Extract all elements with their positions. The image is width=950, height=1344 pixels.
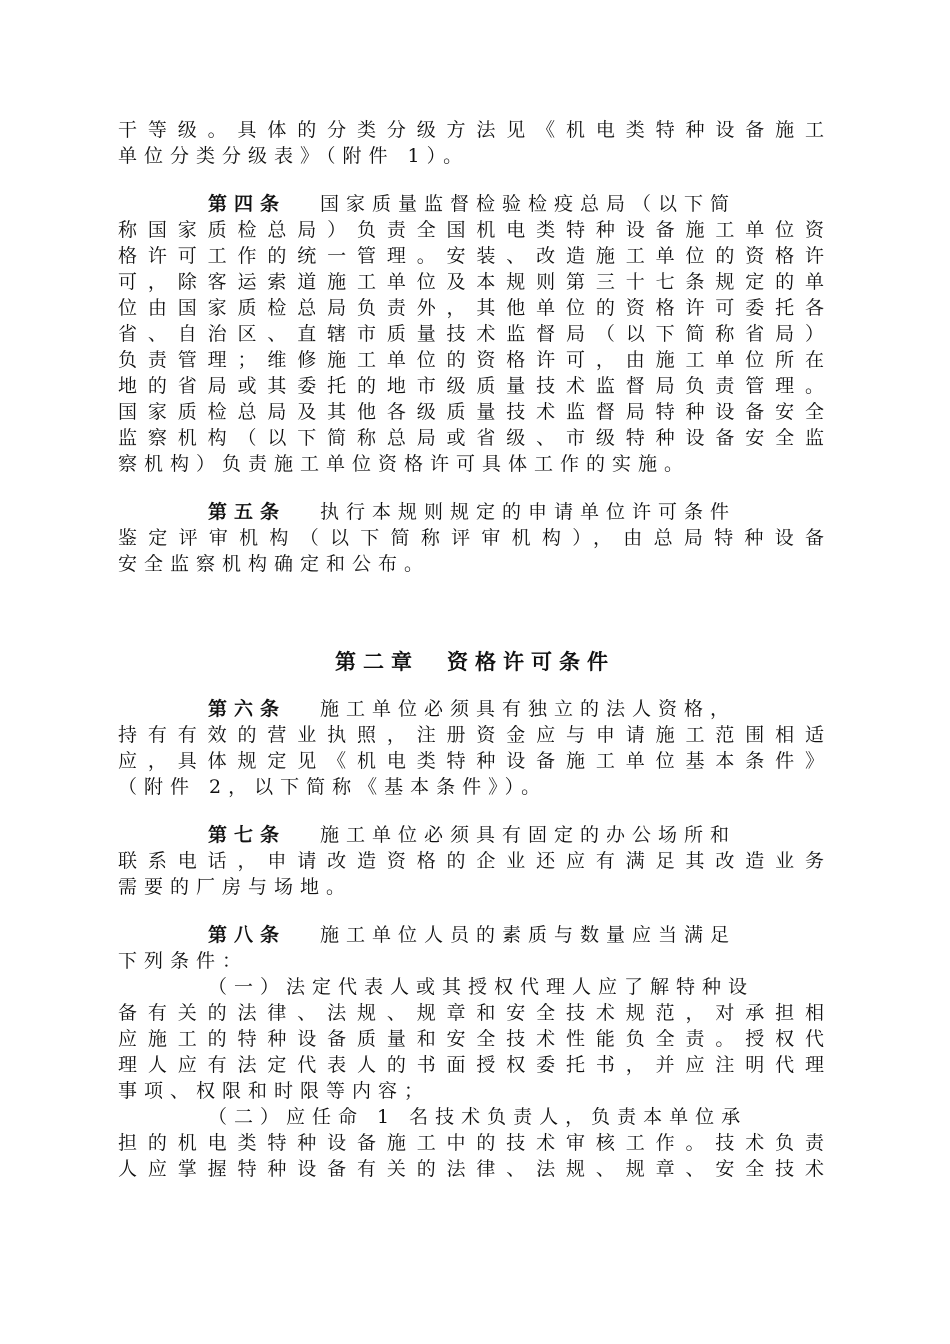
text-line: 监察机构（以下简称总局或省级、市级特种设备安全监 (118, 427, 824, 449)
text-line: 人应掌握特种设备有关的法律、法规、规章、安全技术 (118, 1158, 824, 1180)
text-line: 施工单位人员的素质与数量应当满足 (320, 924, 737, 946)
chapter-heading (0, 648, 950, 676)
text-line: 国家质检总局及其他各级质量技术监督局特种设备安全 (118, 401, 824, 423)
text-line: 备有关的法律、法规、规章和安全技术规范，对承担相 (118, 1002, 824, 1024)
text-line: 负责管理；维修施工单位的资格许可，由施工单位所在 (118, 349, 824, 371)
text-line: 应施工的特种设备质量和安全技术性能负全责。授权代 (118, 1028, 824, 1050)
article-8-first-line (208, 922, 824, 948)
article-4-first-line (208, 191, 824, 217)
list-item-1-first-line: （一）法定代表人或其授权代理人应了解特种设 (208, 976, 755, 998)
article-6-first-line (208, 696, 824, 722)
list-item-2-first-line: （二）应任命 1 名技术负责人，负责本单位承 (208, 1106, 748, 1128)
text-line: 省、自治区、直辖市质量技术监督局（以下简称省局） (118, 323, 824, 345)
text-line: 国家质量监督检验检疫总局（以下简 (320, 193, 737, 215)
article-5-first-line (208, 499, 824, 525)
text-line: 持有有效的营业执照，注册资金应与申请施工范围相适 (118, 724, 824, 746)
text-line: 鉴定评审机构（以下简称评审机构），由总局特种设备 (118, 527, 824, 549)
text-line: 安全监察机构确定和公布。 (118, 553, 431, 575)
article-label: 第七条 (208, 824, 287, 846)
article-label: 第四条 (208, 193, 287, 215)
text-line: 施工单位必须具有固定的办公场所和 (320, 824, 737, 846)
text-line: 察机构）负责施工单位资格许可具体工作的实施。 (118, 453, 691, 475)
article-7-first-line (208, 822, 824, 848)
text-line: 干等级。具体的分类分级方法见《机电类特种设备施工 (118, 119, 824, 141)
text-line: 需要的厂房与场地。 (118, 876, 353, 898)
text-line: 称国家质检总局）负责全国机电类特种设备施工单位资 (118, 219, 824, 241)
text-line: 地的省局或其委托的地市级质量技术监督局负责管理。 (118, 375, 824, 397)
text-line: 施工单位必须具有独立的法人资格， (320, 698, 737, 720)
text-line: （附件 2，以下简称《基本条件》）。 (118, 776, 548, 798)
article-label: 第六条 (208, 698, 287, 720)
text-line: 执行本规则规定的申请单位许可条件 (320, 501, 737, 523)
text-line: 事项、权限和时限等内容； (118, 1080, 431, 1102)
article-label: 第八条 (208, 924, 287, 946)
text-line: 联系电话，申请改造资格的企业还应有满足其改造业务 (118, 850, 824, 872)
text-line: 位由国家质检总局负责外，其他单位的资格许可委托各 (118, 297, 824, 319)
text-line: 下列条件： (118, 950, 249, 972)
text-line: 应，具体规定见《机电类特种设备施工单位基本条件》 (118, 750, 824, 772)
text-line: 单位分类分级表》（附件 1）。 (118, 145, 470, 167)
text-line: 理人应有法定代表人的书面授权委托书，并应注明代理 (118, 1054, 824, 1076)
article-label: 第五条 (208, 501, 287, 523)
text-line: 格许可工作的统一管理。安装、改造施工单位的资格许 (118, 245, 824, 267)
chapter-title: 资格许可条件 (447, 650, 615, 674)
text-line: 担的机电类特种设备施工中的技术审核工作。技术负责 (118, 1132, 824, 1154)
chapter-number: 第二章 (335, 650, 419, 674)
text-line: 可，除客运索道施工单位及本规则第三十七条规定的单 (118, 271, 824, 293)
